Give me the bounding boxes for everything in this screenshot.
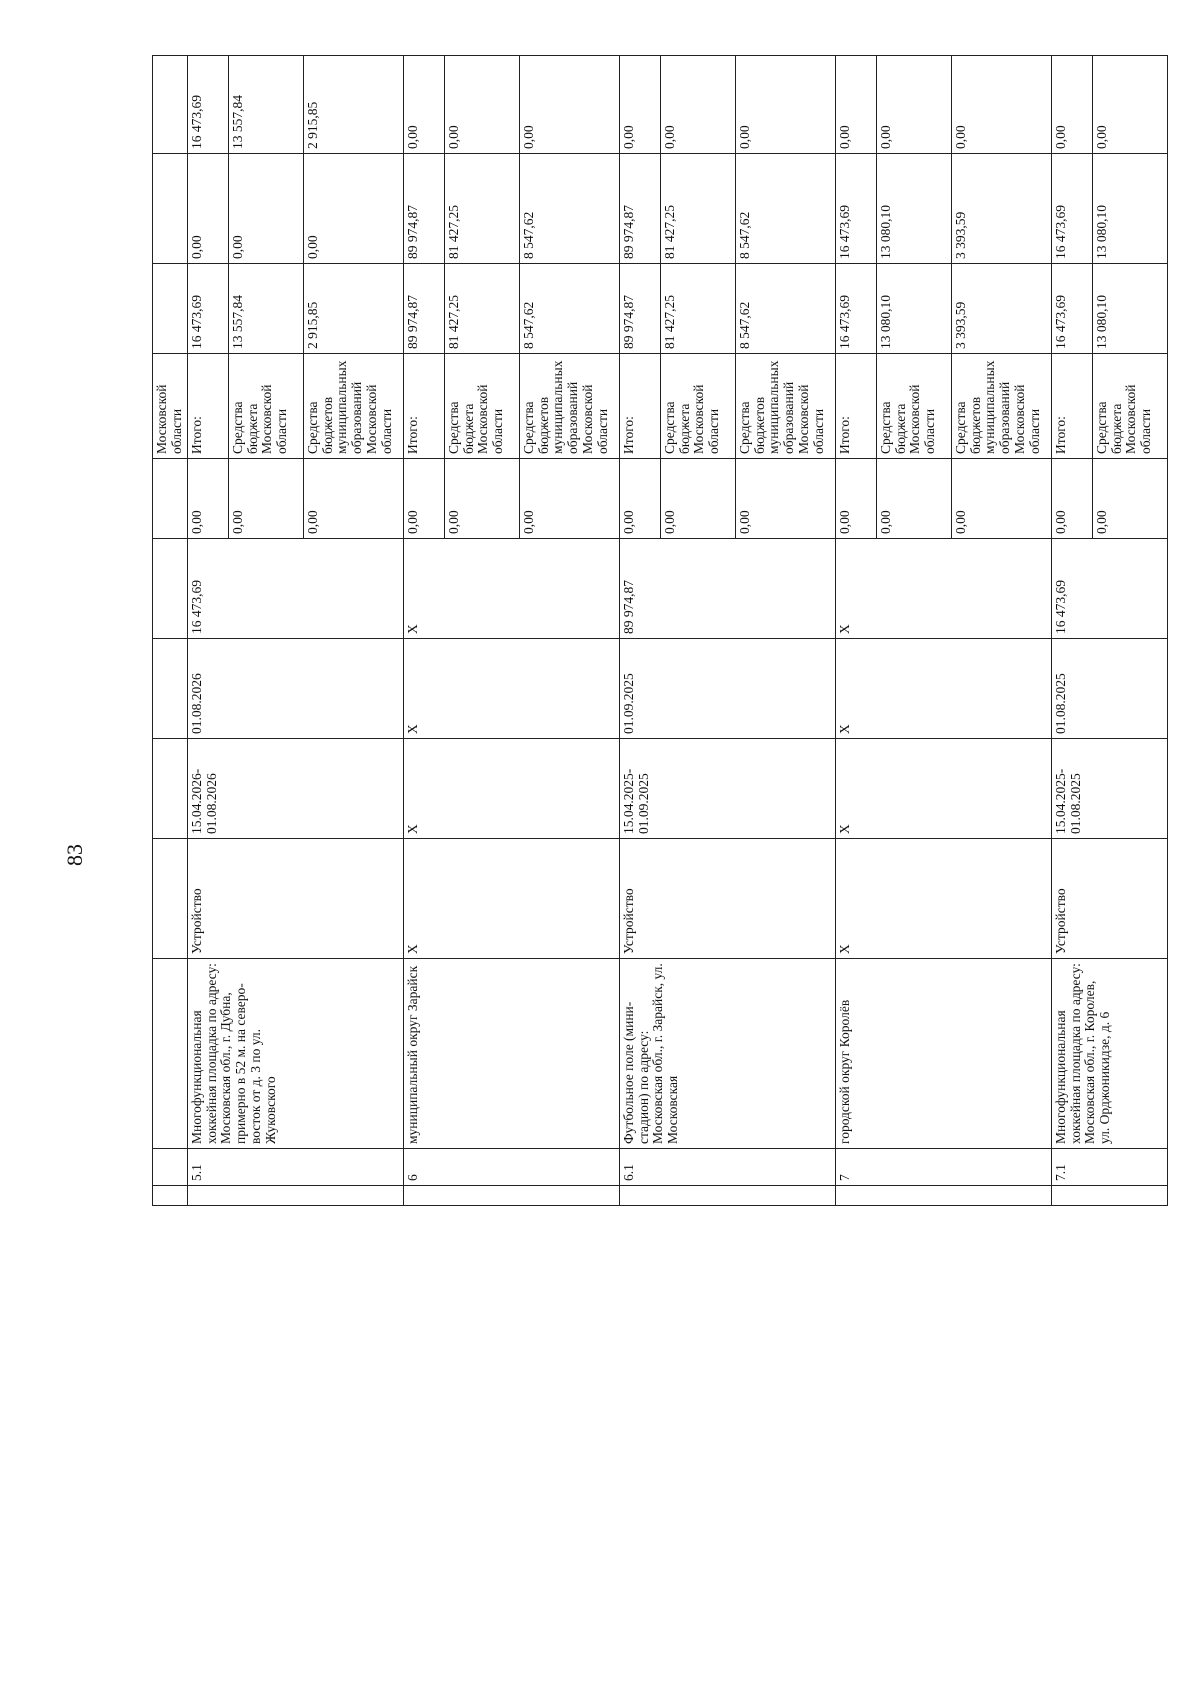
funding-total: 81 427,25 <box>444 264 519 354</box>
work-period: 15.04.2025-01.09.2025 <box>619 739 835 839</box>
header-empty-cell <box>153 639 188 739</box>
financed-value: 0,00 <box>444 459 519 539</box>
funding-year-2025: 81 427,25 <box>660 154 735 264</box>
gap-cell <box>835 1186 1051 1206</box>
row-number: 5.1 <box>187 1149 403 1186</box>
funding-year-2026: 0,00 <box>660 56 735 154</box>
completion-date: 01.09.2025 <box>619 639 835 739</box>
funding-total: 16 473,69 <box>187 264 228 354</box>
funding-year-2025: 16 473,69 <box>835 154 876 264</box>
header-empty-cell <box>153 959 188 1149</box>
funding-year-2025: 8 547,62 <box>519 154 619 264</box>
work-type: Устройство <box>187 839 403 959</box>
header-empty-cell <box>153 264 188 354</box>
funding-source: Итого: <box>187 354 228 459</box>
gap-cell <box>187 1186 403 1206</box>
object-name: Многофункциональная хоккейная площадка по адресу: Московская обл., г. Королев, ул. Орджоникидзе, д. 6 <box>1051 959 1167 1149</box>
work-type: Устройство <box>619 839 835 959</box>
page-number: 83 <box>62 844 87 866</box>
funding-year-2025: 16 473,69 <box>1051 154 1092 264</box>
gap-cell <box>403 1186 619 1206</box>
funding-source: Итого: <box>403 354 444 459</box>
funding-total: 2 915,85 <box>303 264 403 354</box>
total-cost: 16 473,69 <box>187 539 403 639</box>
header-source-cell: Московской области <box>153 354 188 459</box>
funding-source: Итого: <box>619 354 660 459</box>
funding-year-2025: 3 393,59 <box>951 154 1051 264</box>
funding-total: 16 473,69 <box>835 264 876 354</box>
funding-total: 8 547,62 <box>519 264 619 354</box>
funding-source: Средства бюджета Московской области <box>660 354 735 459</box>
funding-year-2025: 81 427,25 <box>444 154 519 264</box>
total-cost: 89 974,87 <box>619 539 835 639</box>
work-period: X <box>403 739 619 839</box>
financed-value: 0,00 <box>660 459 735 539</box>
table-header-row <box>153 56 188 1206</box>
row-number: 6.1 <box>619 1149 835 1186</box>
financed-value: 0,00 <box>735 459 835 539</box>
funding-total: 8 547,62 <box>735 264 835 354</box>
financed-value: 0,00 <box>403 459 444 539</box>
header-empty-cell <box>153 459 188 539</box>
table-row <box>1051 56 1092 1206</box>
funding-year-2026: 0,00 <box>1092 56 1167 154</box>
financed-value: 0,00 <box>519 459 619 539</box>
funding-year-2025: 89 974,87 <box>403 154 444 264</box>
funding-total: 89 974,87 <box>619 264 660 354</box>
work-period: 15.04.2026-01.08.2026 <box>187 739 403 839</box>
funding-year-2026: 16 473,69 <box>187 56 228 154</box>
header-empty-cell <box>153 1149 188 1186</box>
funding-year-2025: 13 080,10 <box>1092 154 1167 264</box>
funding-total: 13 080,10 <box>876 264 951 354</box>
header-empty-cell <box>153 539 188 639</box>
funding-year-2026: 13 557,84 <box>228 56 303 154</box>
total-cost: 16 473,69 <box>1051 539 1167 639</box>
funding-year-2026: 0,00 <box>519 56 619 154</box>
financed-value: 0,00 <box>951 459 1051 539</box>
funding-year-2026: 0,00 <box>835 56 876 154</box>
financed-value: 0,00 <box>303 459 403 539</box>
financed-value: 0,00 <box>876 459 951 539</box>
funding-source: Средства бюджета Московской области <box>876 354 951 459</box>
funding-year-2026: 0,00 <box>735 56 835 154</box>
work-type: X <box>403 839 619 959</box>
header-empty-cell <box>153 56 188 154</box>
completion-date: 01.08.2026 <box>187 639 403 739</box>
funding-year-2025: 0,00 <box>187 154 228 264</box>
total-cost: X <box>835 539 1051 639</box>
completion-date: X <box>835 639 1051 739</box>
funding-source: Итого: <box>835 354 876 459</box>
funding-year-2026: 0,00 <box>444 56 519 154</box>
object-name: Футбольное поле (мини-стадион) по адресу: Московская обл., г. Зарайск, ул. Московская <box>619 959 835 1149</box>
object-name: муниципальный округ Зарайск <box>403 959 619 1149</box>
funding-year-2026: 0,00 <box>951 56 1051 154</box>
funding-year-2026: 0,00 <box>876 56 951 154</box>
table-row <box>835 56 876 1206</box>
financed-value: 0,00 <box>1051 459 1092 539</box>
funding-total: 81 427,25 <box>660 264 735 354</box>
funding-table <box>152 55 1168 1206</box>
work-type: X <box>835 839 1051 959</box>
work-period: 15.04.2025-01.08.2025 <box>1051 739 1167 839</box>
header-empty-cell <box>153 839 188 959</box>
table-row <box>187 56 228 1206</box>
funding-source: Средства бюджетов муниципальных образований Московской области <box>303 354 403 459</box>
funding-year-2025: 13 080,10 <box>876 154 951 264</box>
funding-year-2026: 0,00 <box>1051 56 1092 154</box>
financed-value: 0,00 <box>619 459 660 539</box>
row-number: 7.1 <box>1051 1149 1167 1186</box>
funding-year-2026: 0,00 <box>403 56 444 154</box>
funding-total: 3 393,59 <box>951 264 1051 354</box>
funding-source: Итого: <box>1051 354 1092 459</box>
funding-year-2025: 89 974,87 <box>619 154 660 264</box>
financed-value: 0,00 <box>228 459 303 539</box>
funding-source: Средства бюджета Московской области <box>444 354 519 459</box>
funding-year-2025: 0,00 <box>303 154 403 264</box>
table-row <box>403 56 444 1206</box>
financed-value: 0,00 <box>1092 459 1167 539</box>
funding-source: Средства бюджета Московской области <box>228 354 303 459</box>
row-number: 6 <box>403 1149 619 1186</box>
funding-source: Средства бюджета Московской области <box>1092 354 1167 459</box>
object-name: Многофункциональная хоккейная площадка по адресу: Московская обл., г. Дубна, примерно в 52 м. на северо-восток от д. 3 по ул. Жуковского <box>187 959 403 1149</box>
table-row <box>619 56 660 1206</box>
header-empty-cell <box>153 739 188 839</box>
work-period: X <box>835 739 1051 839</box>
funding-year-2026: 2 915,85 <box>303 56 403 154</box>
header-empty-cell <box>153 154 188 264</box>
rotated-table-container <box>152 56 1172 1206</box>
object-name: городской округ Королёв <box>835 959 1051 1149</box>
funding-total: 13 557,84 <box>228 264 303 354</box>
work-type: Устройство <box>1051 839 1167 959</box>
completion-date: X <box>403 639 619 739</box>
total-cost: X <box>403 539 619 639</box>
funding-year-2025: 0,00 <box>228 154 303 264</box>
completion-date: 01.08.2025 <box>1051 639 1167 739</box>
row-number: 7 <box>835 1149 1051 1186</box>
gap-cell <box>619 1186 835 1206</box>
funding-year-2026: 0,00 <box>619 56 660 154</box>
funding-source: Средства бюджетов муниципальных образований Московской области <box>951 354 1051 459</box>
gap-cell <box>153 1186 188 1206</box>
funding-source: Средства бюджетов муниципальных образований Московской области <box>519 354 619 459</box>
funding-source: Средства бюджетов муниципальных образований Московской области <box>735 354 835 459</box>
gap-cell <box>1051 1186 1167 1206</box>
funding-total: 16 473,69 <box>1051 264 1092 354</box>
financed-value: 0,00 <box>835 459 876 539</box>
funding-total: 13 080,10 <box>1092 264 1167 354</box>
financed-value: 0,00 <box>187 459 228 539</box>
funding-year-2025: 8 547,62 <box>735 154 835 264</box>
funding-total: 89 974,87 <box>403 264 444 354</box>
